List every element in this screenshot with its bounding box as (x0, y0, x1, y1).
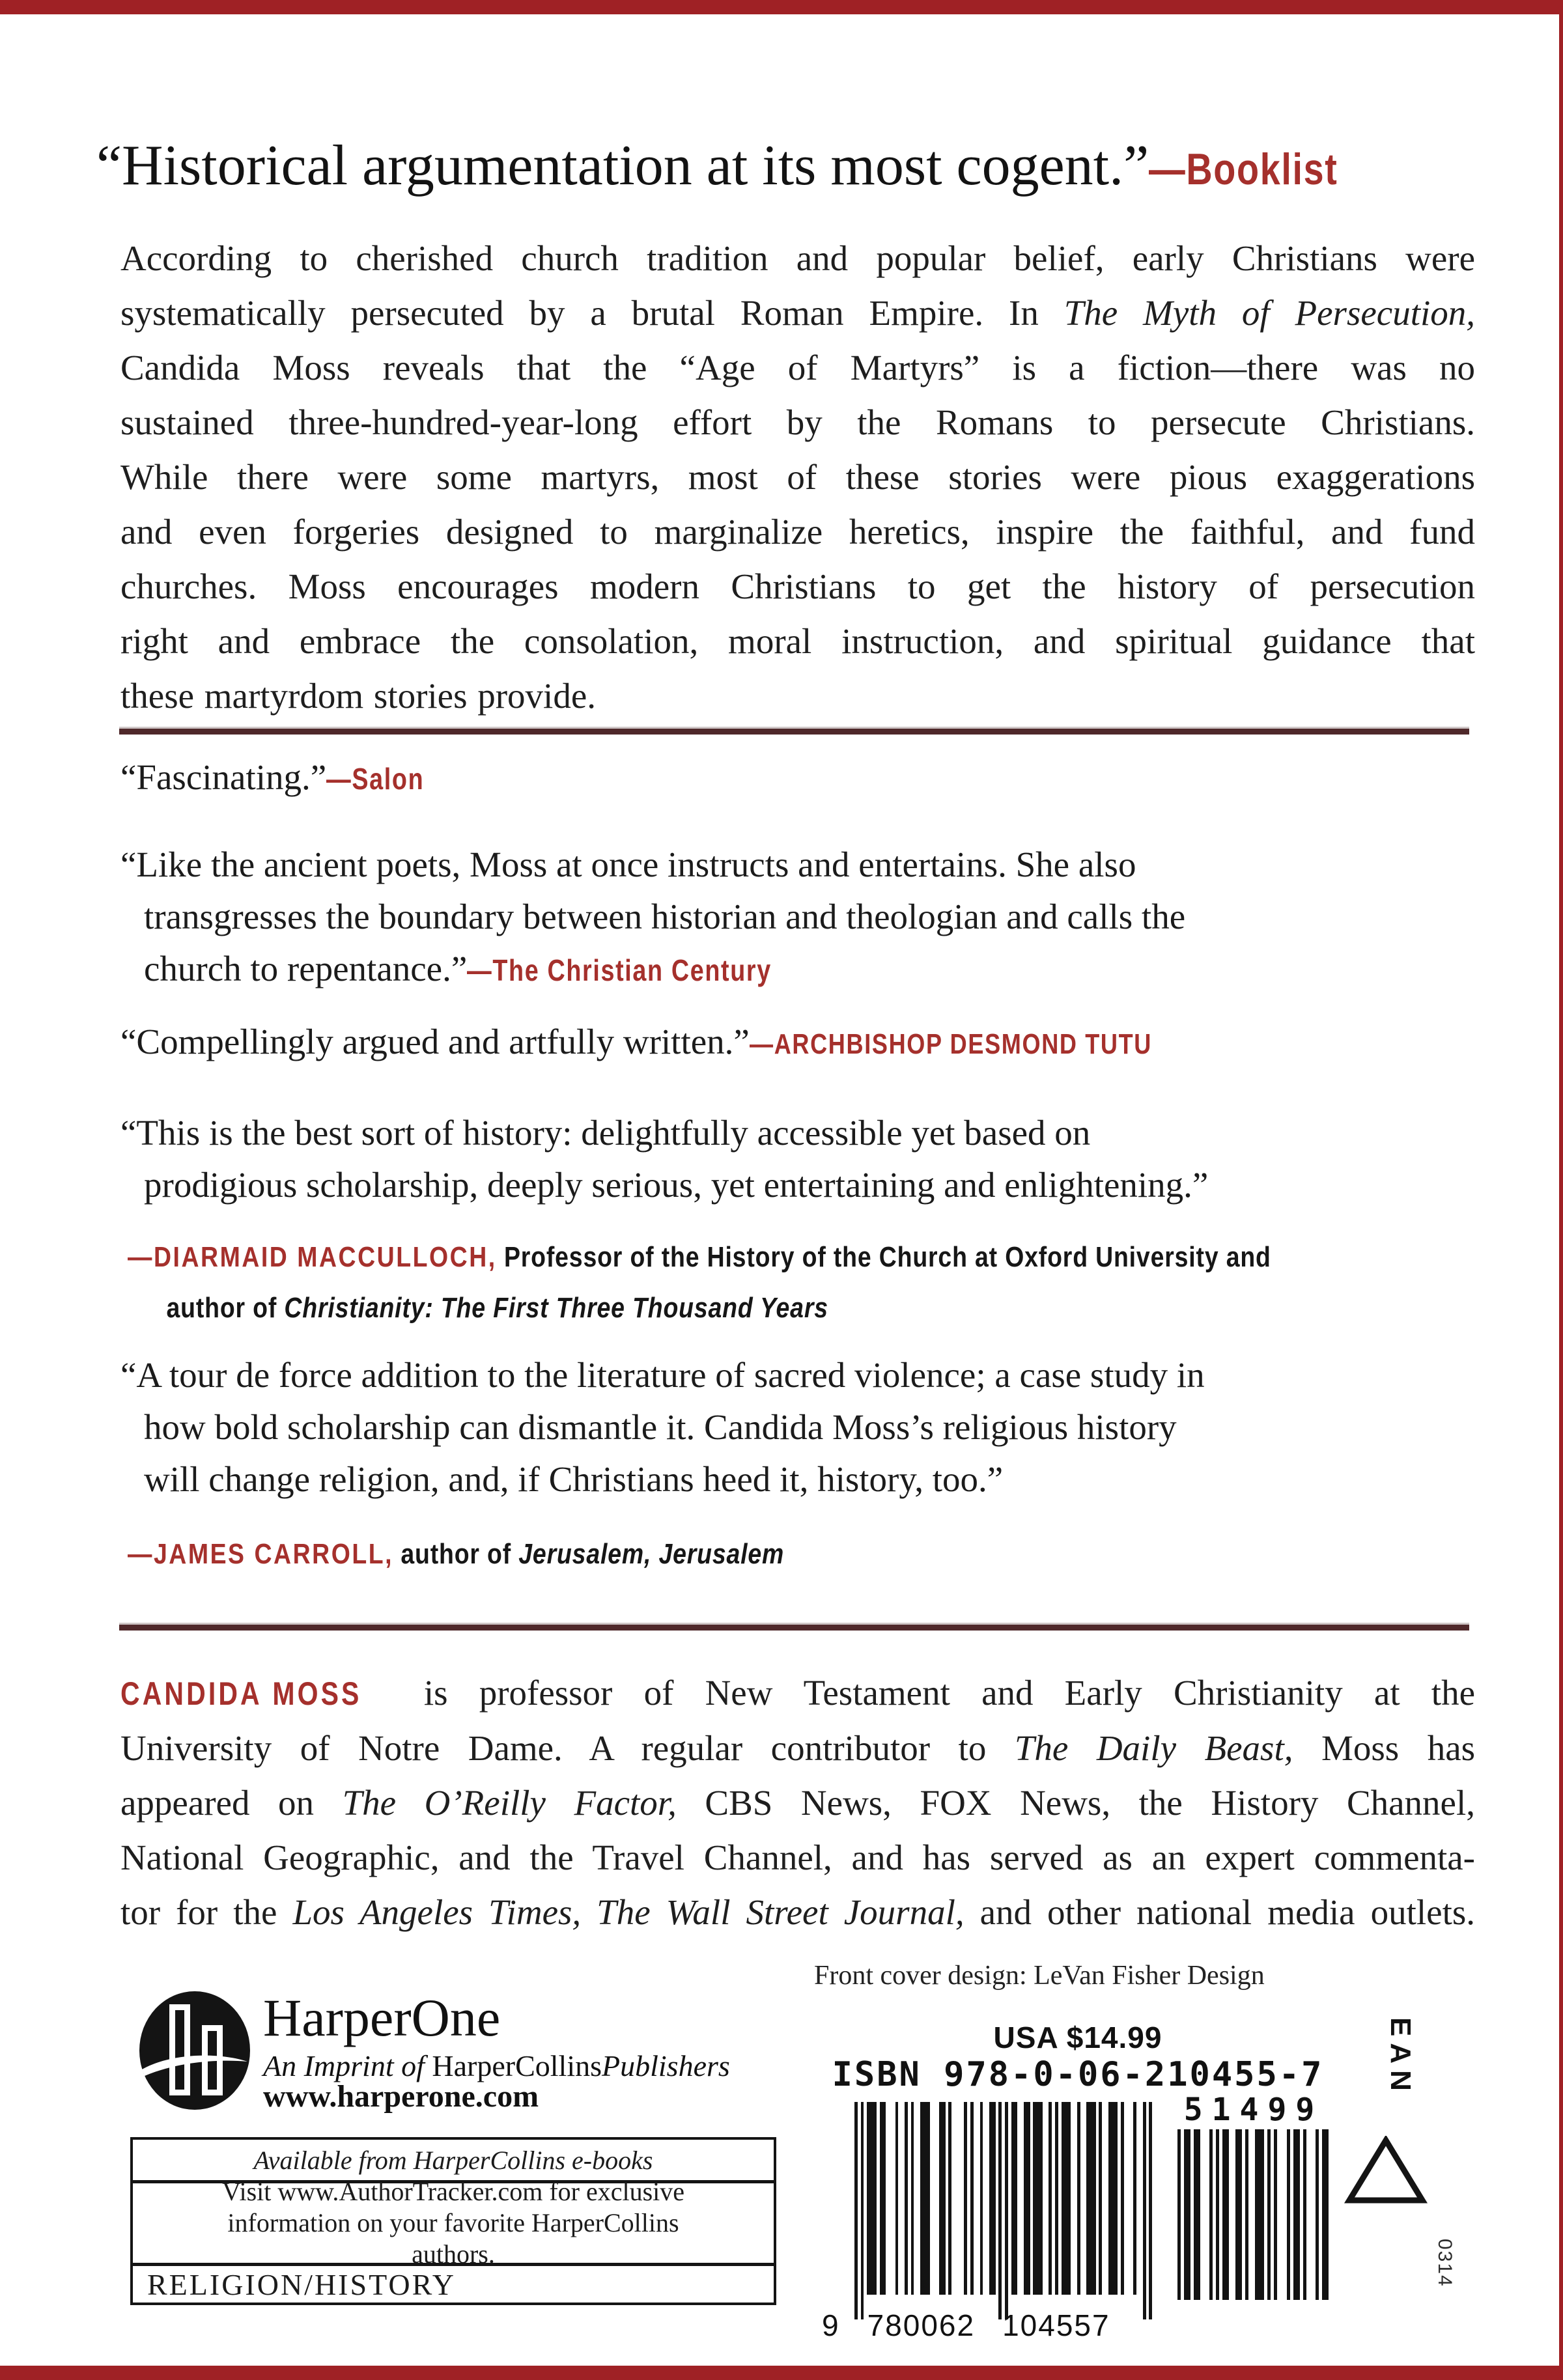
text-line: right and embrace the consolation, moral instruction, and spiritual guidance that (120, 621, 1475, 661)
divider-rule-top (119, 727, 1469, 735)
barcode-main (854, 2102, 1152, 2319)
christian-century-source: —The Christian Century (467, 953, 772, 987)
tutu-source: —ARCHBISHOP DESMOND TUTU (749, 1028, 1152, 1060)
text-line: these martyrdom stories provide. (120, 676, 596, 716)
bio-lines (120, 1721, 1475, 1940)
publisher-name: HarperOne (263, 1988, 501, 2047)
ean-label: EAN (1385, 2017, 1416, 2097)
text-line: sustained three-hundred-year-long effort by the Romans to persecute Christians. (120, 402, 1475, 442)
printer-corner-code: 0314 (1434, 2239, 1456, 2288)
ean-triangle-icon (1343, 2136, 1429, 2206)
christian-century-quote (120, 839, 1482, 996)
right-red-edge (1559, 0, 1563, 2380)
divider-rule-bottom (119, 1623, 1469, 1631)
text-line: will change religion, and, if Christians heed it, history, too.” (144, 1459, 1004, 1499)
text-line: churches. Moss encourages modern Christians to get the history of persecution (120, 567, 1475, 606)
christian-century-last-line: church to repentance.”—The Christian Century (144, 943, 1482, 996)
text-line: prodigious scholarship, deeply serious, yet entertaining and enlightening.” (144, 1165, 1209, 1205)
author-name: CANDIDA MOSS (120, 1675, 362, 1712)
publisher-info-box (130, 2137, 776, 2305)
bottom-red-bar (0, 2366, 1563, 2380)
ebooks-row: Available from HarperCollins e-books (133, 2140, 774, 2183)
bio-line-1: CANDIDA MOSS is professor of New Testament and Early Christianity at the (120, 1666, 1475, 1721)
harperone-logo-icon (138, 1990, 251, 2111)
macculloch-line-2: author of Christianity: The First Three Thousand Years (166, 1292, 828, 1324)
cover-design-credit: Front cover design: LeVan Fisher Design (814, 1961, 1265, 1991)
publisher-url: www.harperone.com (263, 2079, 539, 2114)
macculloch-attribution (128, 1232, 1271, 1334)
text-line: While there were some martyrs, most of these stories were pious exaggerations (120, 457, 1475, 497)
text-line: systematically persecuted by a brutal Roman Empire. In The Myth of Persecution, (120, 293, 1476, 333)
text-line: National Geographic, and the Travel Channel, and has served as an expert commenta- (120, 1838, 1475, 1877)
salon-quote (120, 757, 445, 798)
text-line: appeared on The O’Reilly Factor, CBS News, FOX News, the History Channel, (120, 1783, 1475, 1823)
category-row: RELIGION/HISTORY (147, 2267, 456, 2301)
text-line: Candida Moss reveals that the “Age of Martyrs” is a fiction—there was no (120, 348, 1475, 387)
barcode-addon (1177, 2129, 1329, 2300)
barcode-main-digits: 9 780062 104557 (822, 2308, 1110, 2342)
carroll-attribution (128, 1529, 784, 1580)
carroll-rest: author of Jerusalem, Jerusalem (401, 1538, 785, 1570)
author-bio (120, 1666, 1475, 1940)
headline-source: —Booklist (1149, 145, 1338, 194)
headline-quote (96, 133, 1516, 199)
macculloch-quote (120, 1107, 1482, 1211)
top-red-bar (0, 0, 1563, 14)
christian-century-lines (120, 839, 1482, 943)
text-line: According to cherished church tradition and popular belief, early Christians were (120, 238, 1475, 278)
description-paragraph (120, 231, 1475, 723)
carroll-quote (120, 1349, 1482, 1505)
text-line: “This is the best sort of history: delightfully accessible yet based on (120, 1113, 1091, 1153)
tutu-text: “Compellingly argued and artfully written.” (120, 1022, 750, 1061)
macculloch-name: —DIARMAID MACCULLOCH, (128, 1241, 497, 1273)
price-label: USA $14.99 (993, 2021, 1162, 2054)
text-line: University of Notre Dame. A regular contributor to The Daily Beast, Moss has (120, 1728, 1476, 1768)
publisher-imprint: An Imprint of HarperCollinsPublishers (263, 2049, 730, 2082)
text-line: how bold scholarship can dismantle it. Candida Moss’s religious history (144, 1407, 1177, 1447)
text-line: tor for the Los Angeles Times, The Wall Street Journal, and other national media outlets. (120, 1892, 1475, 1932)
macculloch-line-1: —DIARMAID MACCULLOCH, Professor of the History of the Church at Oxford University and (128, 1241, 1271, 1273)
text-line: “Like the ancient poets, Moss at once instructs and entertains. She also (120, 845, 1136, 884)
tutu-quote (120, 1021, 1240, 1062)
authortracker-row: Visit www.AuthorTracker.com for exclusive information on your favorite HarperCollins authors. (133, 2183, 774, 2266)
headline-text: “Historical argumentation at its most cogent.” (96, 134, 1149, 197)
isbn-label: ISBN 978-0-06-210455-7 (832, 2055, 1324, 2094)
carroll-name: —JAMES CARROLL, (128, 1538, 394, 1570)
salon-source: —Salon (326, 762, 425, 796)
text-line: “A tour de force addition to the literature of sacred violence; a case study in (120, 1355, 1205, 1395)
barcode-addon-digits: 51499 (1183, 2092, 1324, 2128)
text-line: transgresses the boundary between historian and theologian and calls the (144, 897, 1186, 936)
salon-text: “Fascinating.” (120, 757, 327, 797)
text-line: and even forgeries designed to marginalize heretics, inspire the faithful, and fund (120, 512, 1475, 552)
